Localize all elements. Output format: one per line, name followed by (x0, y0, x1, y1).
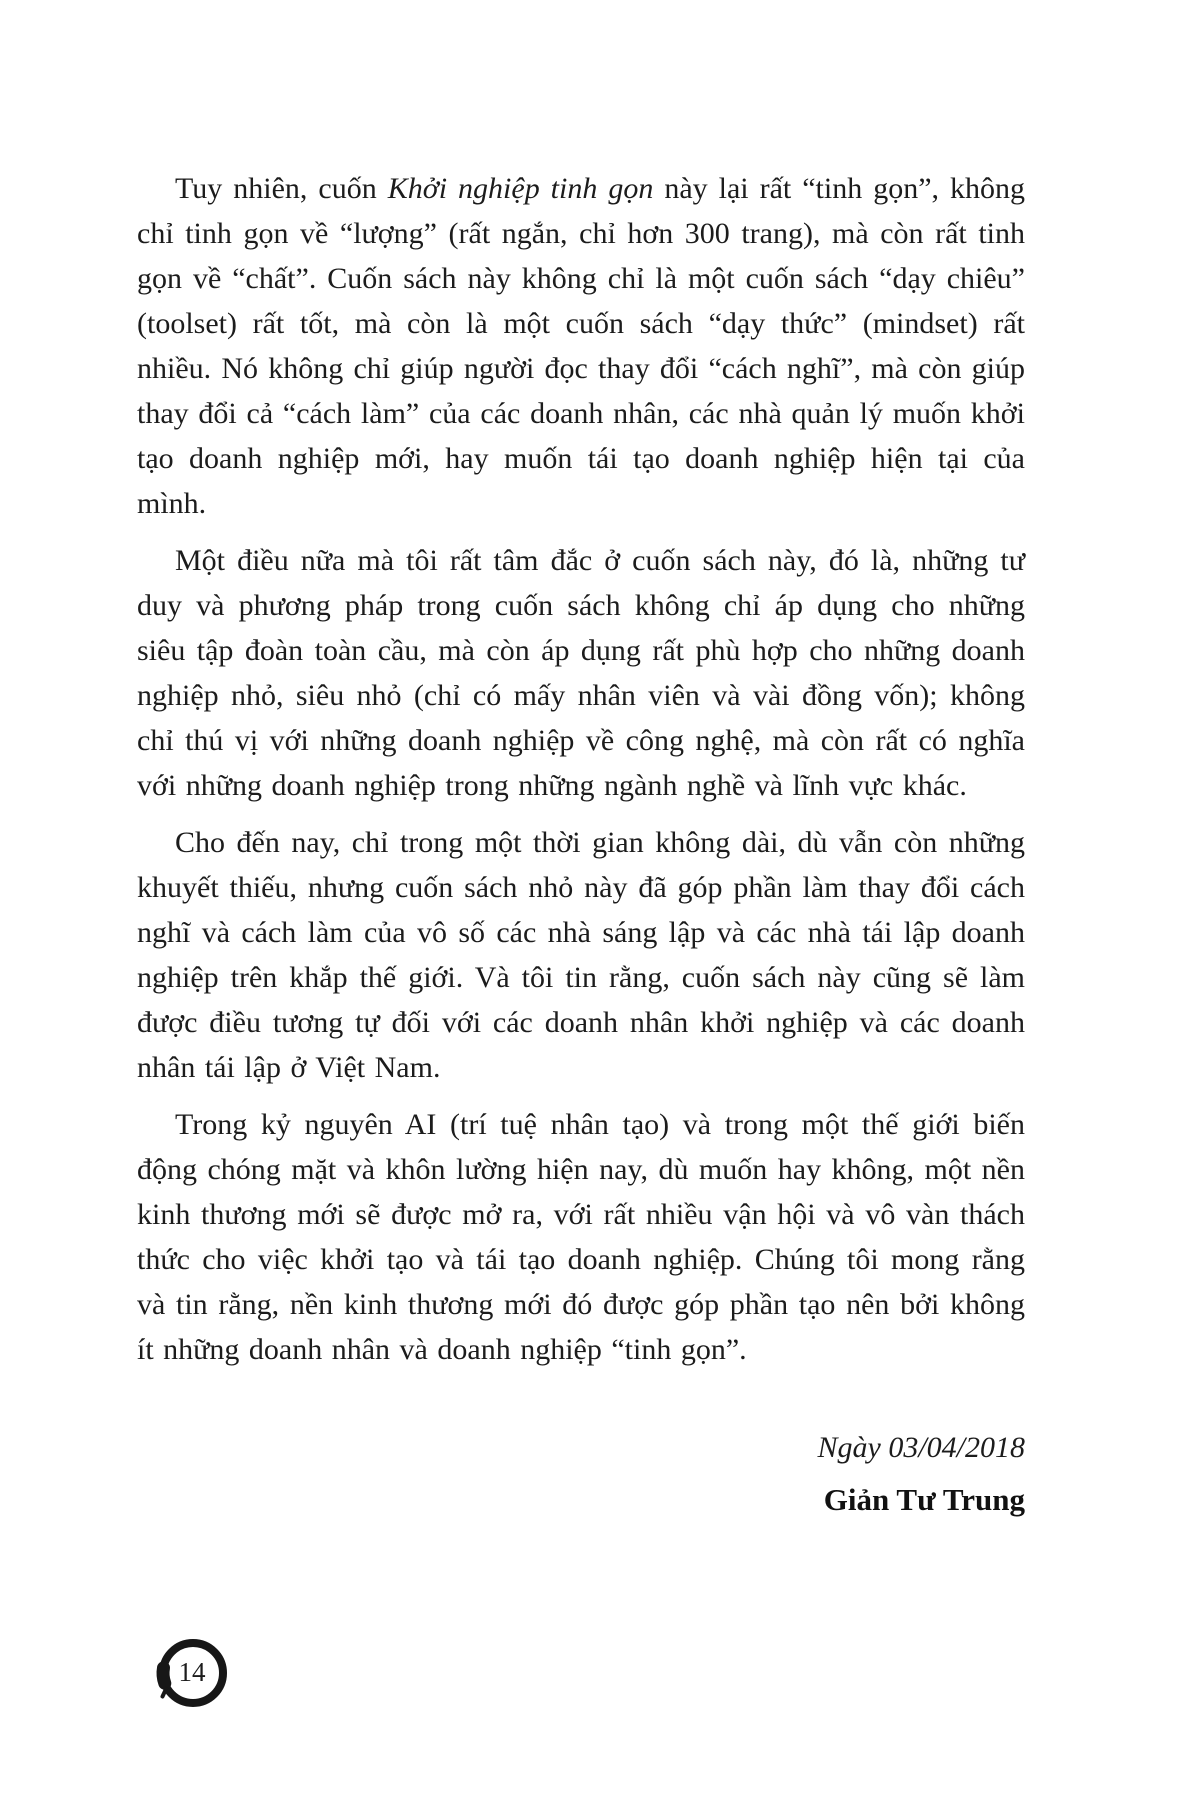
signature-block (137, 1422, 1025, 1526)
page-number-stamp (150, 1632, 234, 1716)
paragraph-1-rest: này lại rất “tinh gọn”, không chỉ tinh gọn về “lượng” (rất ngắn, chỉ hơn 300 trang), mà còn rất tinh gọn về “chất”. Cuốn sách này không chỉ là một cuốn sách “dạy chiêu” (toolset) rất tốt, mà còn là một cuốn sách “dạy thức” (mindset) rất nhiều. Nó không chỉ giúp người đọc thay đổi “cách nghĩ”, mà còn giúp thay đổi cả “cách làm” của các doanh nhân, các nhà quản lý muốn khởi tạo doanh nghiệp mới, hay muốn tái tạo doanh nghiệp hiện tại của mình. (137, 172, 1025, 520)
paragraph-4: Trong kỷ nguyên AI (trí tuệ nhân tạo) và trong một thế giới biến động chóng mặt và khôn lường hiện nay, dù muốn hay không, một nền kinh thương mới sẽ được mở ra, với rất nhiều vận hội và vô vàn thách thức cho việc khởi tạo và tái tạo doanh nghiệp. Chúng tôi mong rằng và tin rằng, nền kinh thương mới đó được góp phần tạo nên bởi không ít những doanh nhân và doanh nghiệp “tinh gọn”. (137, 1108, 1025, 1366)
signature-date: Ngày 03/04/2018 (817, 1431, 1025, 1464)
paragraph-1 (137, 166, 1025, 526)
paragraph-1-lead: Tuy nhiên, cuốn (175, 172, 388, 205)
page-number: 14 (178, 1656, 206, 1687)
signature-author: Giản Tư Trung (823, 1482, 1025, 1517)
paragraph-2: Một điều nữa mà tôi rất tâm đắc ở cuốn sách này, đó là, những tư duy và phương pháp trong cuốn sách không chỉ áp dụng cho những siêu tập đoàn toàn cầu, mà còn áp dụng rất phù hợp cho những doanh nghiệp nhỏ, siêu nhỏ (chỉ có mấy nhân viên và vài đồng vốn); không chỉ thú vị với những doanh nghiệp về công nghệ, mà còn rất có nghĩa với những doanh nghiệp trong những ngành nghề và lĩnh vực khác. (137, 544, 1025, 802)
page-body (137, 166, 1025, 1526)
book-title-italic: Khởi nghiệp tinh gọn (387, 172, 654, 205)
paragraph-3: Cho đến nay, chỉ trong một thời gian không dài, dù vẫn còn những khuyết thiếu, nhưng cuốn sách nhỏ này đã góp phần làm thay đổi cách nghĩ và cách làm của vô số các nhà sáng lập và các nhà tái lập doanh nghiệp trên khắp thế giới. Và tôi tin rằng, cuốn sách này cũng sẽ làm được điều tương tự đối với các doanh nhân khởi nghiệp và các doanh nhân tái lập ở Việt Nam. (137, 826, 1025, 1084)
